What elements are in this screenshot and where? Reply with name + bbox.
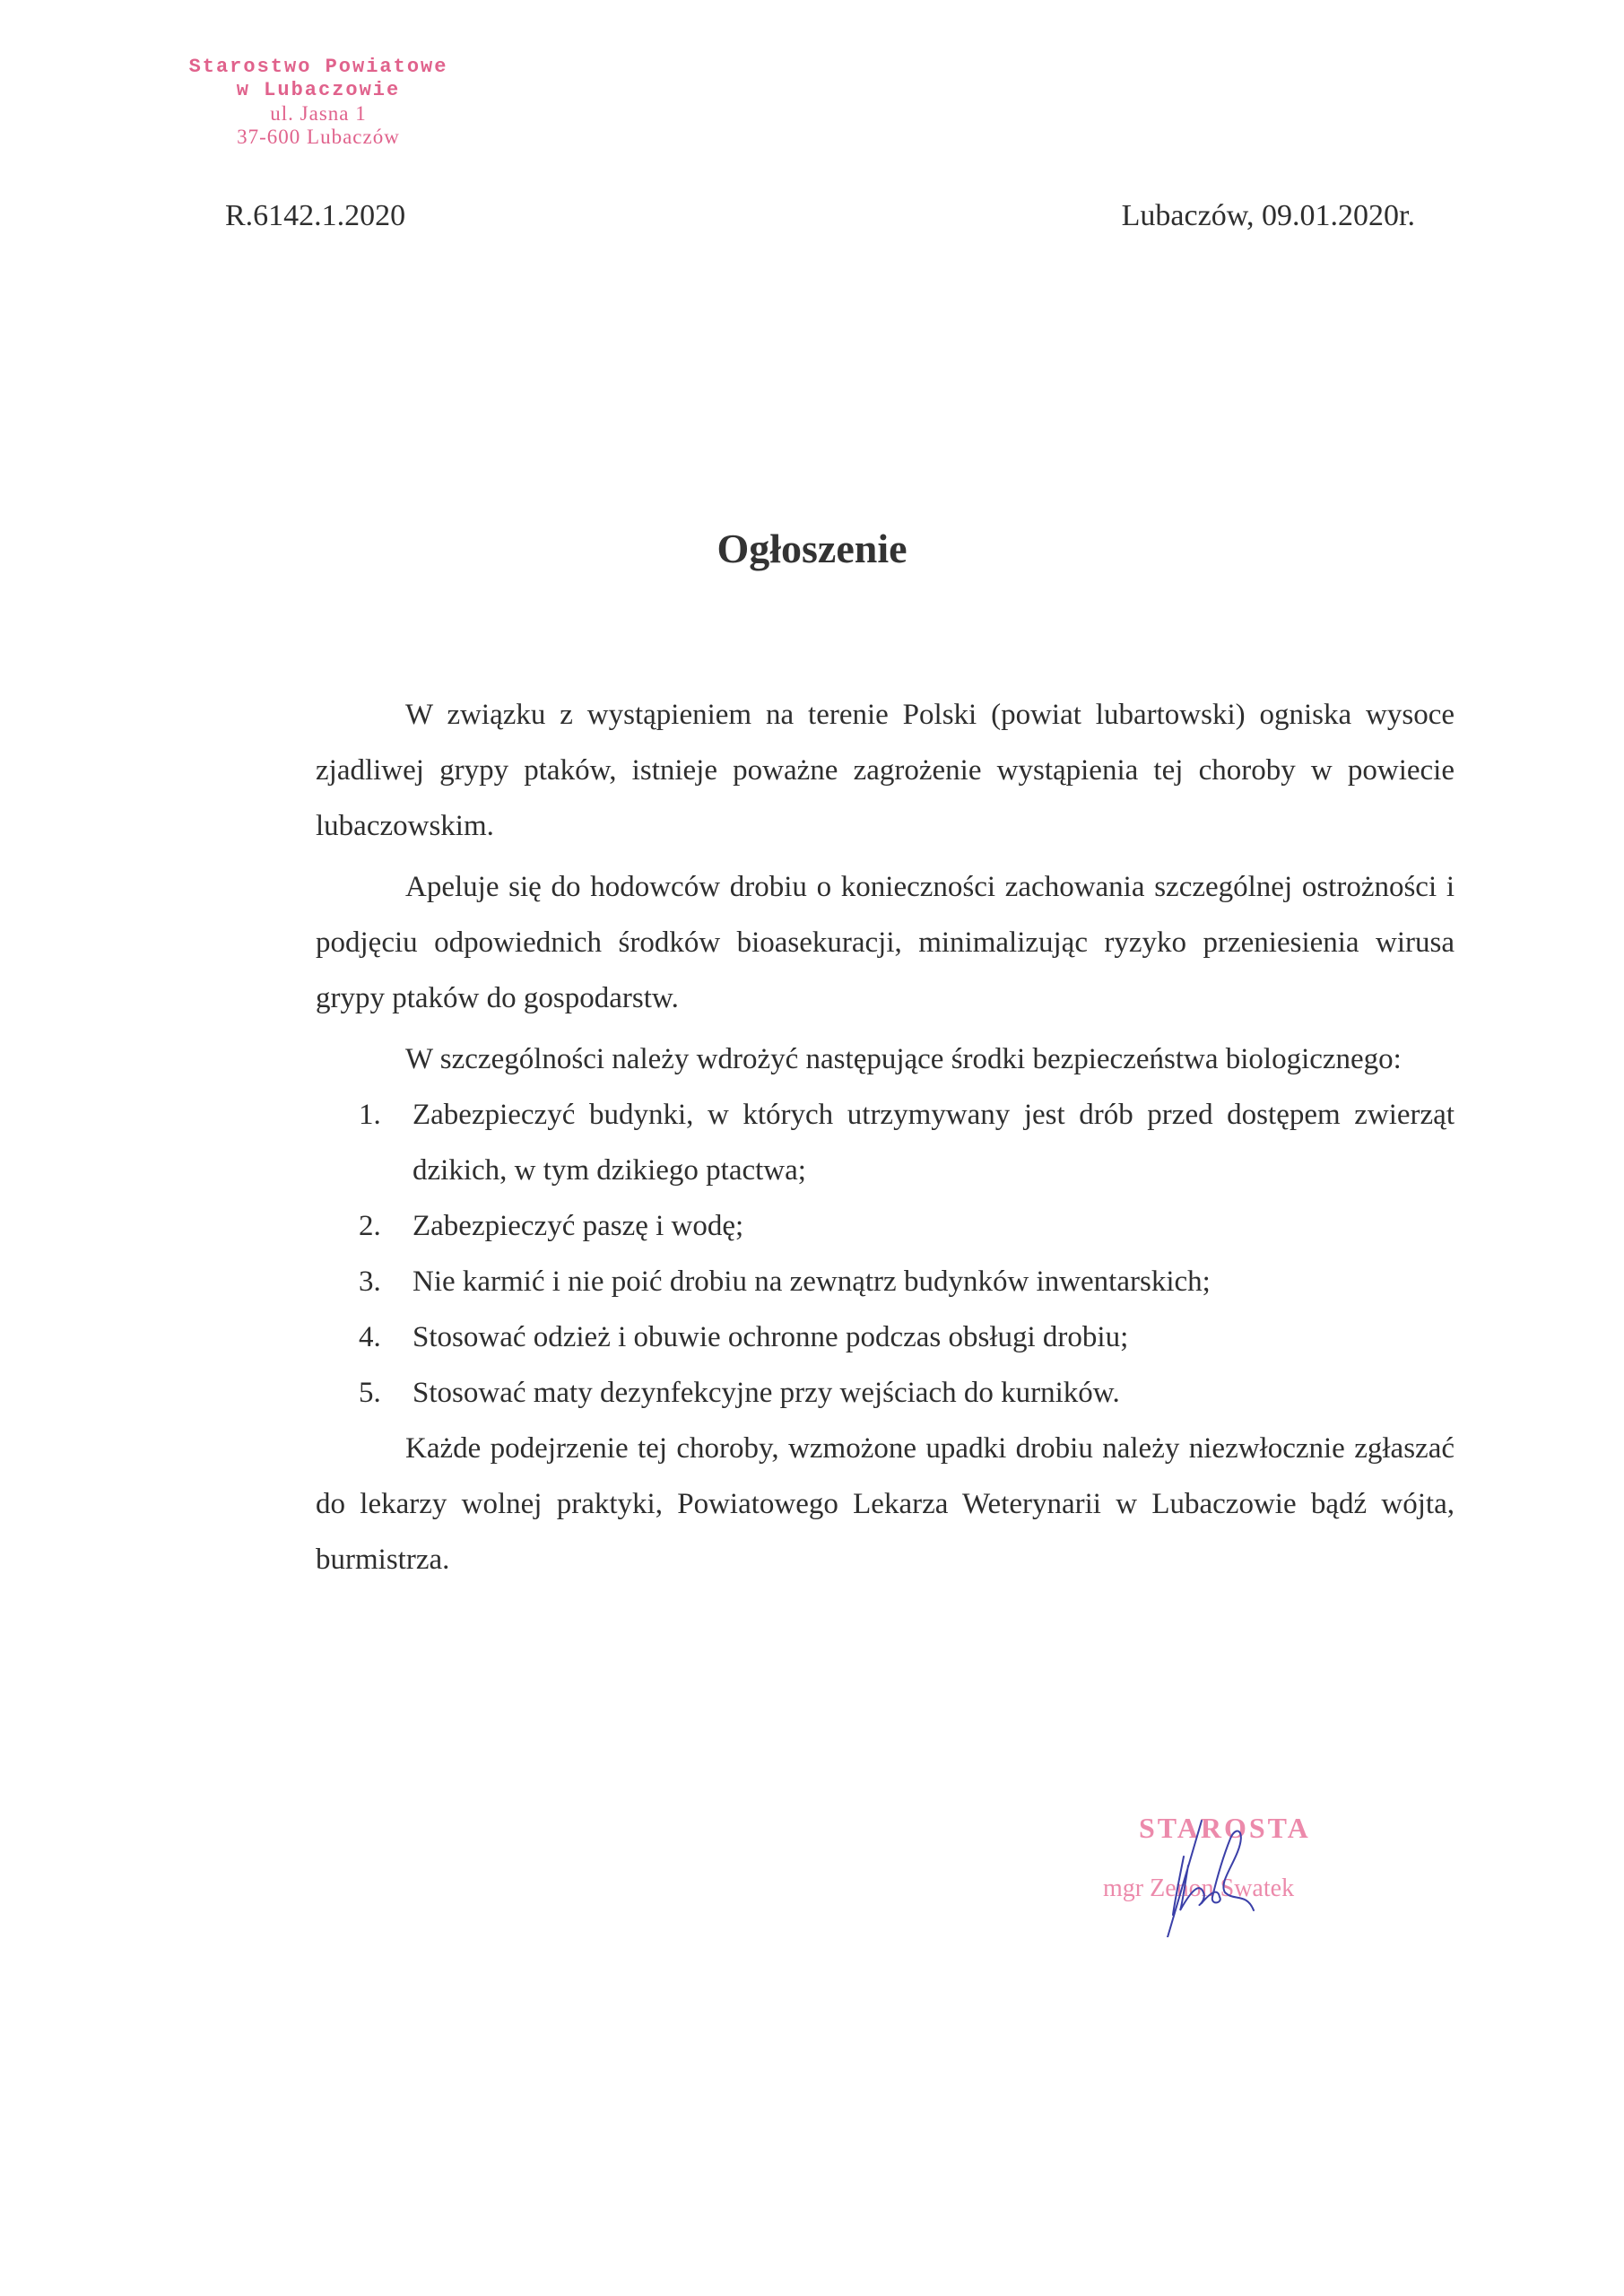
list-item <box>359 1087 1455 1198</box>
list-item-number: 4. <box>359 1321 381 1353</box>
list-item-number: 1. <box>359 1099 381 1131</box>
signature-stamp-title: STAROSTA <box>1139 1812 1311 1844</box>
signature-block <box>1103 1803 1372 1937</box>
list-item-number: 2. <box>359 1210 381 1242</box>
paragraph-reporting-text: Każde podejrzenie tej choroby, wzmożone upadki drobiu należy niezwłocznie zgłaszać do lekarzy wolnej praktyki, Powiatowego Lekarza Weterynarii w Lubaczowie bądź wójta, burmistrza. <box>316 1432 1455 1576</box>
office-stamp <box>184 56 453 149</box>
stamp-line-city: w Lubaczowie <box>236 79 401 101</box>
list-item <box>359 1309 1455 1365</box>
paragraph-intro <box>316 687 1455 854</box>
document-title: Ogłoszenie <box>716 526 908 571</box>
place-and-date: Lubaczów, 09.01.2020r. <box>1121 199 1415 232</box>
list-item-text: Nie karmić i nie poić drobiu na zewnątrz budynków inwentarskich; <box>413 1265 1211 1298</box>
measures-list <box>359 1087 1455 1421</box>
list-item-text: Zabezpieczyć budynki, w których utrzymywany jest drób przed dostępem zwierząt dzikich, w tym dzikiego ptactwa; <box>413 1099 1455 1187</box>
list-item <box>359 1254 1455 1309</box>
paragraph-reporting <box>316 1421 1455 1587</box>
reference-number: R.6142.1.2020 <box>225 199 406 232</box>
paragraph-appeal-text: Apeluje się do hodowców drobiu o konieczności zachowania szczególnej ostrożności i podjęciu odpowiednich środków bioasekuracji, minimalizując ryzyko przeniesienia wirusa grypy ptaków do gospodarstw. <box>316 871 1455 1014</box>
paragraph-measures-intro-text: W szczególności należy wdrożyć następujące środki bezpieczeństwa biologicznego: <box>405 1043 1402 1075</box>
list-item-text: Zabezpieczyć paszę i wodę; <box>413 1210 744 1242</box>
paragraph-measures-intro <box>316 1031 1455 1087</box>
list-item-number: 3. <box>359 1265 381 1298</box>
list-item <box>359 1365 1455 1421</box>
handwritten-signature-icon <box>1148 1803 1282 1937</box>
signature-stamp-name: mgr Zenon Swatek <box>1103 1874 1295 1902</box>
paragraph-intro-text: W związku z wystąpieniem na terenie Polski (powiat lubartowski) ogniska wysoce zjadliwej grypy ptaków, istnieje poważne zagrożenie wystąpienia tej choroby w powiecie lubaczowskim. <box>316 699 1455 842</box>
list-item-text: Stosować maty dezynfekcyjne przy wejściach do kurników. <box>413 1377 1120 1409</box>
list-item-text: Stosować odzież i obuwie ochronne podczas obsługi drobiu; <box>413 1321 1129 1353</box>
paragraph-appeal <box>316 859 1455 1026</box>
stamp-line-postal: 37-600 Lubaczów <box>237 126 400 148</box>
list-item <box>359 1198 1455 1254</box>
stamp-line-office: Starostwo Powiatowe <box>188 56 448 78</box>
stamp-line-street: ul. Jasna 1 <box>270 102 367 125</box>
list-item-number: 5. <box>359 1377 381 1409</box>
